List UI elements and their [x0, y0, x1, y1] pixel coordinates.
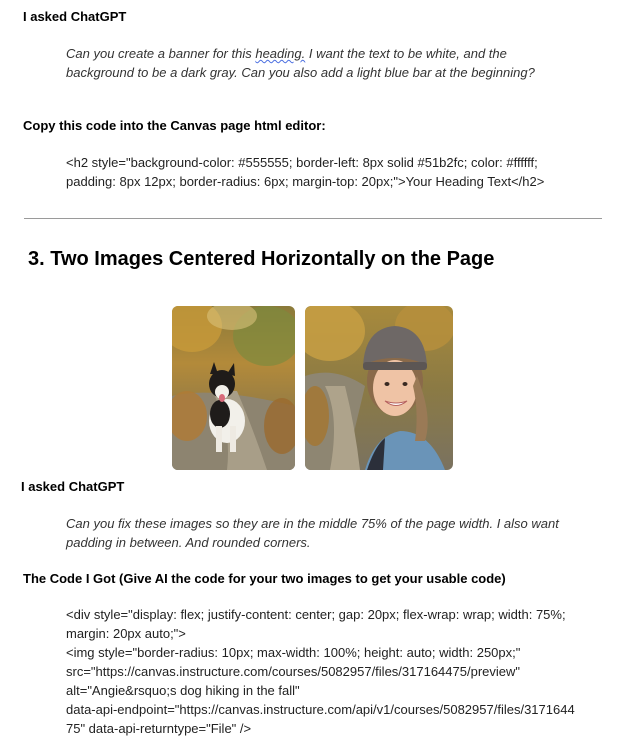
prompt-2-line-1: Can you fix these images so they are in the middle 75% of the page width. I also want	[66, 516, 559, 531]
code-line: data-api-endpoint="https://canvas.instructure.com/api/v1/courses/5082957/files/3171644	[66, 702, 575, 717]
code-i-got-label: The Code I Got (Give AI the code for your two images to get your usable code)	[23, 571, 506, 586]
dog-photo	[172, 306, 295, 470]
prompt-1-line-2: background to be a dark gray. Can you also add a light blue bar at the beginning?	[66, 65, 535, 80]
code-line: <img style="border-radius: 10px; max-width: 100%; height: auto; width: 250px;"	[66, 645, 521, 660]
section-heading: 3. Two Images Centered Horizontally on the Page	[28, 248, 495, 270]
code-block-1	[66, 153, 544, 191]
dog-photo-image	[172, 306, 295, 470]
code-line: alt="Angie&rsquo;s dog hiking in the fall"	[66, 683, 300, 698]
prompt-1-line-1: Can you create a banner for this heading. I want the text to be white, and the	[66, 46, 507, 61]
code-block-2	[66, 605, 575, 738]
code-line: <h2 style="background-color: #555555; border-left: 8px solid #51b2fc; color: #ffffff;	[66, 155, 538, 170]
horizontal-divider	[24, 218, 602, 219]
code-line: <div style="display: flex; justify-content: center; gap: 20px; flex-wrap: wrap; width: 75%;	[66, 607, 566, 622]
person-photo-image	[305, 306, 453, 470]
copy-code-label: Copy this code into the Canvas page html editor:	[23, 118, 326, 133]
code-line: margin: 20px auto;">	[66, 626, 186, 641]
asked-chatgpt-label-1: I asked ChatGPT	[23, 9, 127, 24]
prompt-1	[66, 44, 535, 82]
person-photo	[305, 306, 453, 470]
code-line: src="https://canvas.instructure.com/courses/5082957/files/317164475/preview"	[66, 664, 521, 679]
prompt-2-line-2: padding in between. And rounded corners.	[66, 535, 311, 550]
asked-chatgpt-label-2: I asked ChatGPT	[21, 479, 125, 494]
spellcheck-word: heading.	[255, 46, 306, 61]
code-line: padding: 8px 12px; border-radius: 6px; margin-top: 20px;">Your Heading Text</h2>	[66, 174, 545, 189]
prompt-2	[66, 514, 559, 552]
code-line: 75" data-api-returntype="File" />	[66, 721, 252, 736]
